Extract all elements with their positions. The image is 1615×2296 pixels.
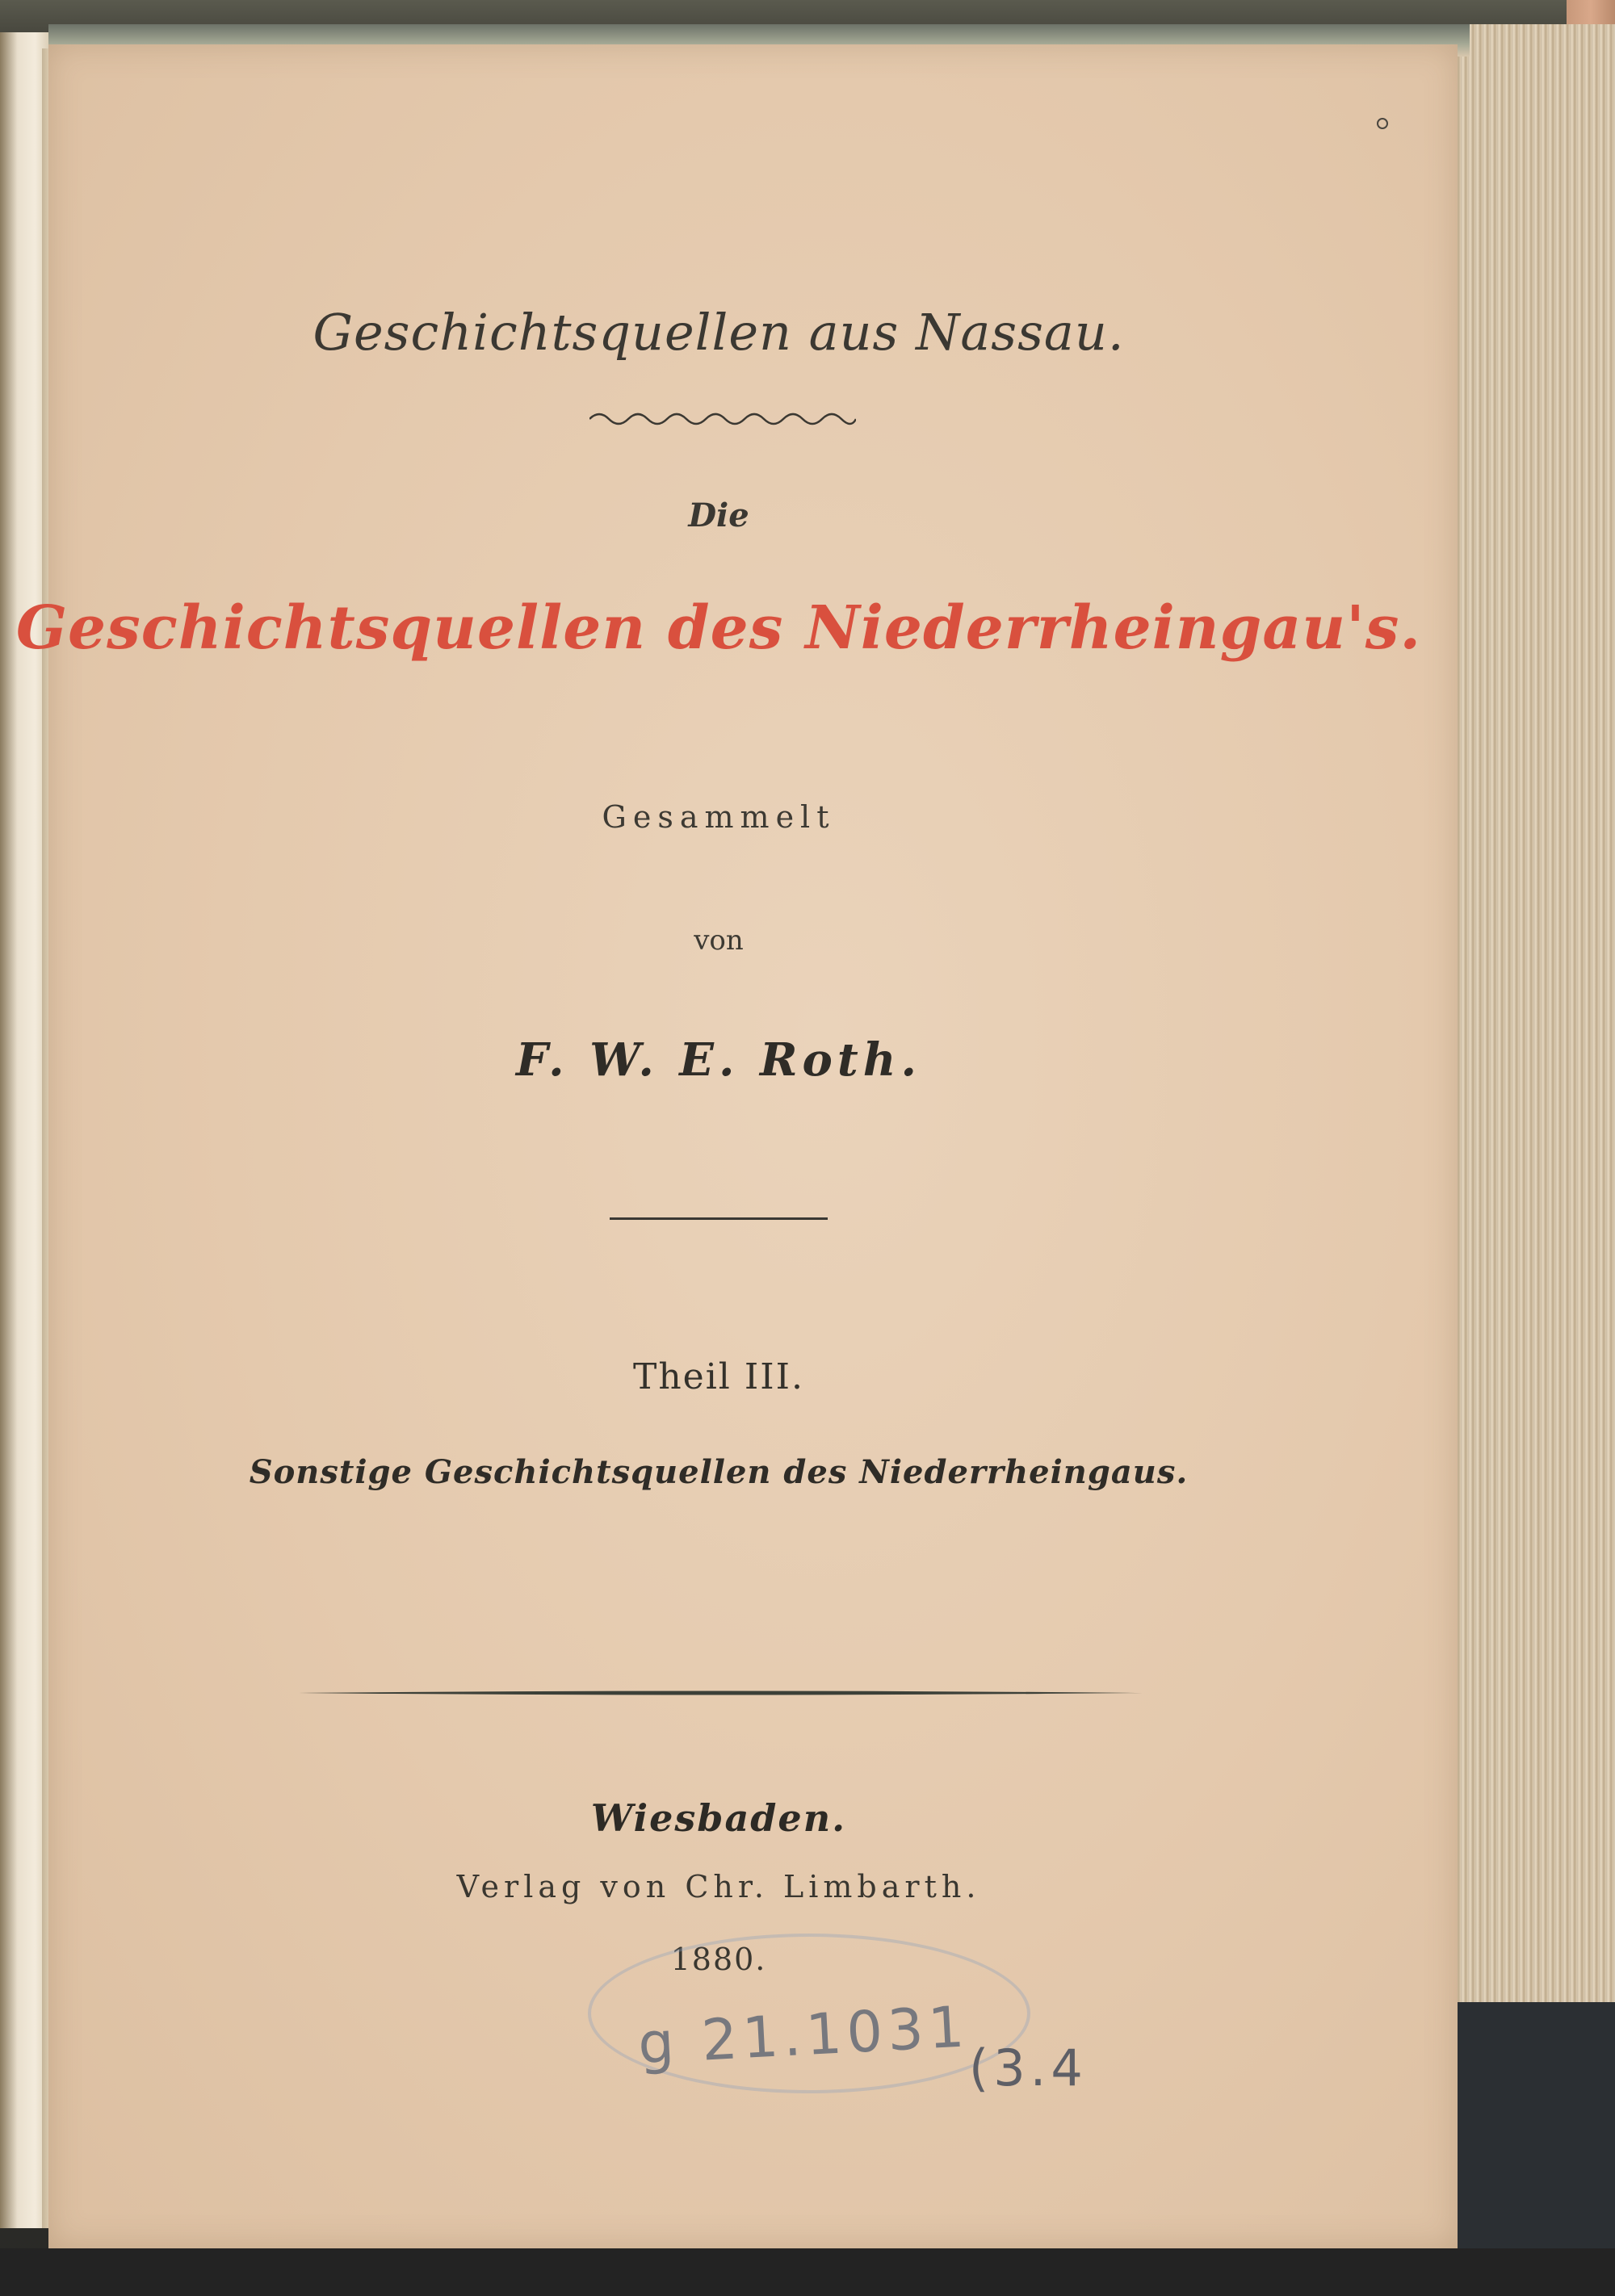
background-bottom bbox=[0, 2248, 1615, 2296]
long-divider bbox=[299, 1689, 1143, 1697]
main-title: Geschichtsquellen des Niederrheingau's. bbox=[15, 593, 1422, 663]
series-title: Geschichtsquellen aus Nassau. bbox=[313, 303, 1125, 362]
title-article: Die bbox=[688, 496, 749, 534]
imprint-year: 1880. bbox=[670, 1942, 767, 1977]
part-subtitle: Sonstige Geschichtsquellen des Niederrheingaus. bbox=[249, 1453, 1189, 1491]
by-label: von bbox=[694, 924, 744, 957]
wavy-ornament bbox=[589, 408, 856, 429]
imprint-publisher: Verlag von Chr. Limbarth. bbox=[456, 1869, 981, 1904]
short-divider bbox=[610, 1217, 828, 1220]
part-number: Theil III. bbox=[633, 1356, 804, 1397]
collected-label: Gesammelt bbox=[602, 799, 836, 835]
page-edges-stack bbox=[1454, 24, 1615, 2018]
shelfmark-annotation: (3.4 bbox=[969, 2038, 1088, 2097]
shelfmark-handwritten: g 21.1031 bbox=[636, 1993, 971, 2077]
author-name: F. W. E. Roth. bbox=[516, 1033, 921, 1087]
title-page bbox=[48, 44, 1458, 2248]
imprint-place: Wiesbaden. bbox=[590, 1796, 847, 1840]
ink-dot-mark bbox=[1377, 118, 1388, 129]
